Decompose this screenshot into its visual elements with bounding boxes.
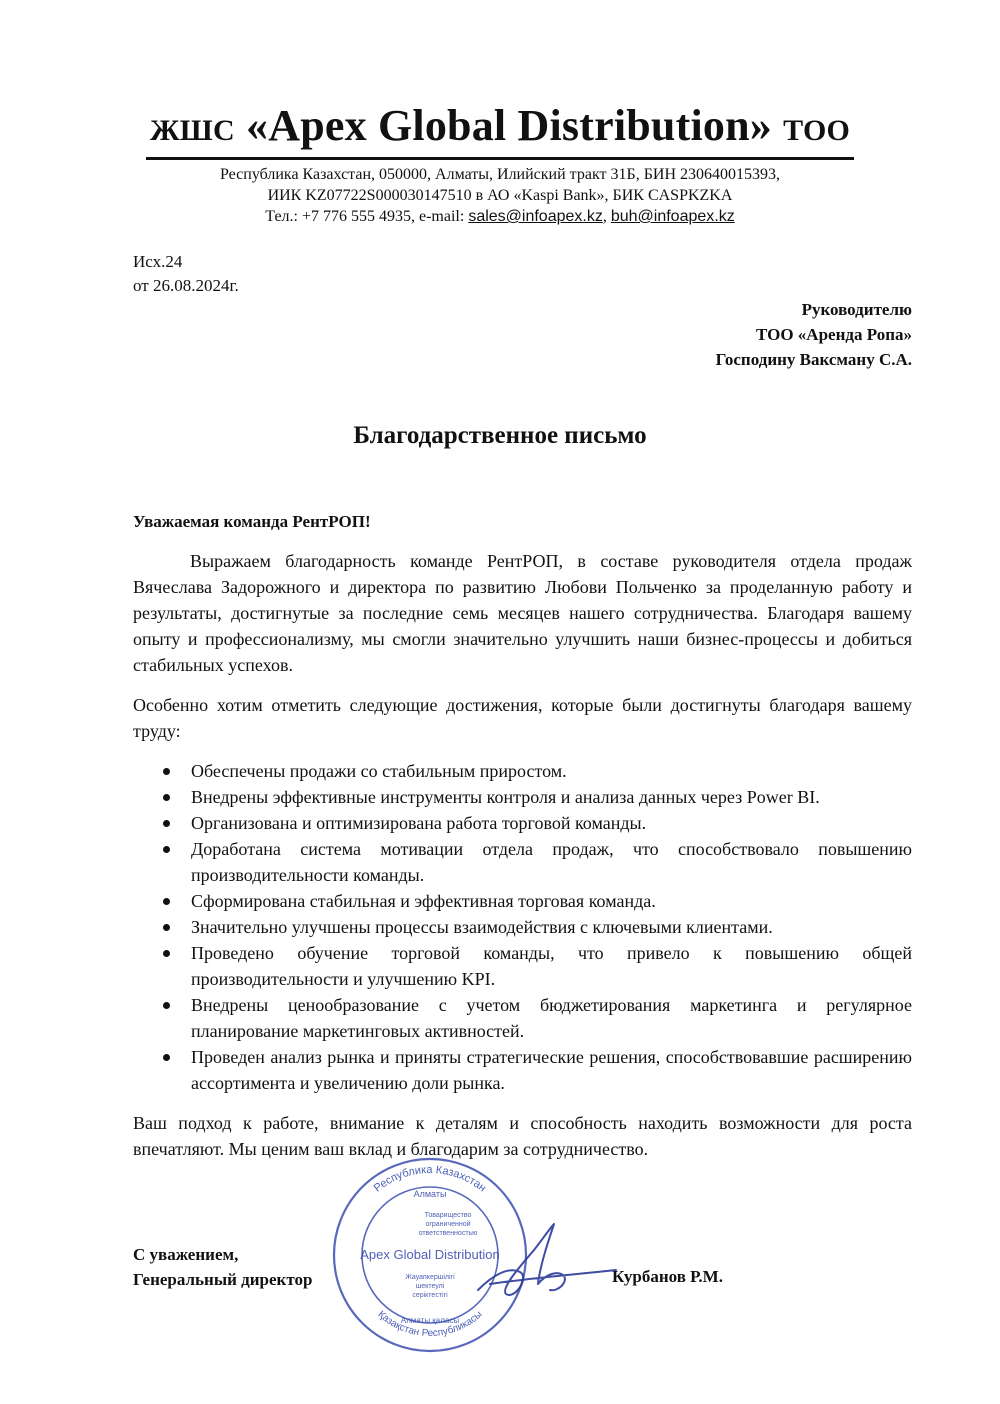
list-item: Обеспечены продажи со стабильным приростом. <box>133 758 912 784</box>
seal-inner-bottom-1: Жауапкершілігі <box>405 1274 455 1281</box>
letterhead <box>0 100 1000 227</box>
seal-center-name: Apex Global Distribution <box>360 1247 500 1262</box>
email-buh-link[interactable]: buh@infoapex.kz <box>610 208 735 225</box>
seal-inner-bottom-2: шектеулі <box>415 1283 445 1290</box>
bullet-icon <box>163 898 170 905</box>
closing-block <box>133 1242 312 1292</box>
addressee-line-1: Руководителю <box>801 300 912 319</box>
bullet-icon <box>163 950 170 957</box>
closing-regards: С уважением, <box>133 1245 239 1264</box>
seal-outer-bottom-text: Қазақстан Республикасы <box>375 1309 485 1340</box>
bullet-icon <box>163 1002 170 1009</box>
addressee-line-2: ТОО «Аренда Ропа» <box>756 325 912 344</box>
document-title: Благодарственное письмо <box>353 422 647 449</box>
seal-inner-top-3: ответственностью <box>418 1230 478 1237</box>
letterhead-address: Республика Казахстан, 050000, Алматы, Илийский тракт 31Б, БИН 230640015393, <box>219 166 780 183</box>
letterhead-bank: ИИК KZ07722S000030147510 в АО «Kaspi Bank», БИК CASPKZKA <box>267 187 733 204</box>
bullet-icon <box>163 820 170 827</box>
reference-date: от 26.08.2024г. <box>133 276 239 295</box>
company-title <box>146 100 854 160</box>
addressee-line-3: Господину Ваксману С.А. <box>715 350 912 369</box>
achievements-list <box>133 758 912 1096</box>
list-item: Значительно улучшены процессы взаимодействия с ключевыми клиентами. <box>133 914 912 940</box>
seal-outer-top-text: Республика Казахстан <box>371 1163 489 1195</box>
seal-city-bottom: Алматы қаласы <box>400 1316 460 1325</box>
letter-body <box>133 548 912 1162</box>
seal-city-top: Алматы <box>413 1189 447 1199</box>
list-item: Внедрены ценообразование с учетом бюджетирования маркетинга и регулярное планирование маркетинговых активностей. <box>133 992 912 1044</box>
paragraph-achievements-intro: Особенно хотим отметить следующие достижения, которые были достигнуты благодаря вашему труду: <box>133 695 912 741</box>
paragraph-gratitude: Выражаем благодарность команде РентРОП, в составе руководителя отдела продаж Вячеслава Задорожного и директора по развитию Любови Польченко за проделанную работу и результаты, достигнутые за последние семь месяцев нашего сотрудничества. Благодаря вашему опыту и профессионализму, мы смогли значительно улучшить наши бизнес-процессы и добиться стабильных успехов. <box>133 551 912 675</box>
list-item: Проведено обучение торговой команды, что привело к повышению общей производительности и улучшению KPI. <box>133 940 912 992</box>
signer-position: Генеральный директор <box>133 1270 313 1289</box>
company-suffix: ТОО <box>783 114 851 147</box>
reference-number: Исх.24 <box>133 252 183 271</box>
contacts-phone: Тел.: +7 776 555 4935, e-mail: <box>265 208 469 225</box>
seal-inner-top-2: ограниченной <box>425 1221 471 1228</box>
bullet-icon <box>163 846 170 853</box>
bullet-icon <box>163 768 170 775</box>
addressee <box>716 297 912 372</box>
email-separator: , <box>602 208 611 225</box>
paragraph-closing-thanks: Ваш подход к работе, внимание к деталям и способность находить возможности для роста впечатляют. Мы ценим ваш вклад и благодарим за сотрудничество. <box>133 1113 912 1159</box>
company-prefix: ЖШС <box>149 114 235 147</box>
list-item: Организована и оптимизирована работа торговой команды. <box>133 810 912 836</box>
signer-name: Курбанов Р.М. <box>612 1267 723 1286</box>
list-item: Внедрены эффективные инструменты контроля и анализа данных через Power BI. <box>133 784 912 810</box>
salutation: Уважаемая команда РентРОП! <box>133 512 371 531</box>
bullet-icon <box>163 1054 170 1061</box>
outgoing-reference <box>133 250 239 298</box>
list-item: Доработана система мотивации отдела продаж, что способствовало повышению производительности команды. <box>133 836 912 888</box>
seal-inner-top-1: Товарищество <box>424 1212 472 1219</box>
handwritten-signature <box>470 1220 620 1310</box>
bullet-icon <box>163 794 170 801</box>
list-item: Сформирована стабильная и эффективная торговая команда. <box>133 888 912 914</box>
letterhead-contacts <box>0 206 1000 227</box>
email-sales-link[interactable]: sales@infoapex.kz <box>468 208 603 225</box>
seal-inner-bottom-3: серіктестігі <box>412 1292 448 1299</box>
bullet-icon <box>163 924 170 931</box>
list-item: Проведен анализ рынка и приняты стратегические решения, способствовавшие расширению ассортимента и увеличению доли рынка. <box>133 1044 912 1096</box>
company-name: «Apex Global Distribution» <box>246 101 772 150</box>
